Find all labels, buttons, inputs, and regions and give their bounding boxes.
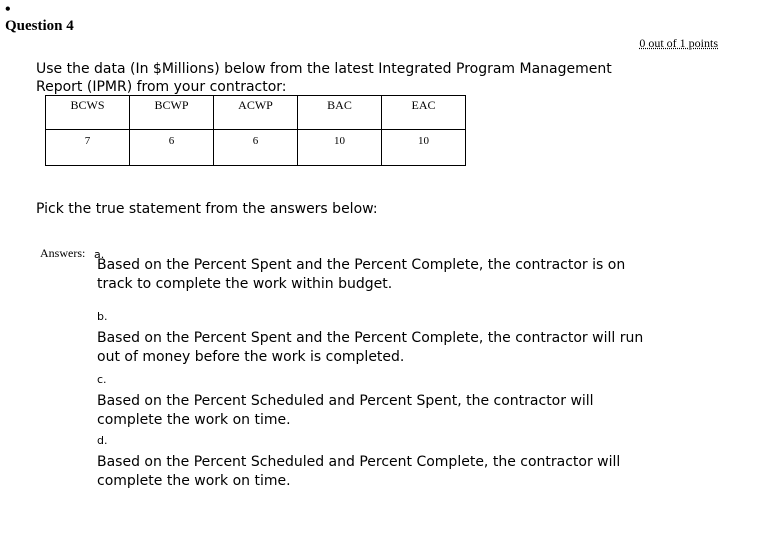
table-row	[46, 130, 466, 166]
answer-option-c	[97, 373, 657, 430]
question-intro: Use the data (In $Millions) below from the latest Integrated Program Management Report (IPMR) from your contractor:	[36, 61, 612, 95]
answers-label: Answers:	[40, 246, 86, 260]
answer-letter: b.	[97, 310, 108, 323]
table-cell: 10	[298, 130, 382, 166]
answer-option-d	[97, 434, 657, 491]
answer-text: Based on the Percent Spent and the Percent Complete, the contractor will run out of money before the work is completed.	[97, 330, 644, 365]
answer-option-b	[97, 310, 657, 367]
answer-text: Based on the Percent Scheduled and Percent Complete, the contractor will complete the work on time.	[97, 454, 621, 489]
table-header-cell: ACWP	[214, 96, 298, 130]
question-prompt: Pick the true statement from the answers below:	[36, 201, 378, 217]
table-cell: 10	[382, 130, 466, 166]
points-text: 0 out of 1 points	[639, 36, 718, 50]
table-cell: 6	[214, 130, 298, 166]
answer-letter: c.	[97, 373, 107, 386]
table-header-cell: BCWP	[130, 96, 214, 130]
answer-letter: d.	[97, 434, 108, 447]
question-bullet: •	[5, 1, 11, 18]
table-header-row	[46, 96, 466, 130]
answer-letter: a.	[94, 248, 105, 261]
table-header-cell: EAC	[382, 96, 466, 130]
points-score	[639, 36, 718, 51]
question-title: Question 4	[5, 18, 74, 34]
table-cell: 6	[130, 130, 214, 166]
answer-text: Based on the Percent Scheduled and Percent Spent, the contractor will complete the work on time.	[97, 393, 594, 428]
table-header-cell: BAC	[298, 96, 382, 130]
ipmr-table	[45, 95, 466, 166]
table-header-cell: BCWS	[46, 96, 130, 130]
answer-text: Based on the Percent Spent and the Percent Complete, the contractor is on track to complete the work within budget.	[97, 257, 626, 292]
table-cell: 7	[46, 130, 130, 166]
